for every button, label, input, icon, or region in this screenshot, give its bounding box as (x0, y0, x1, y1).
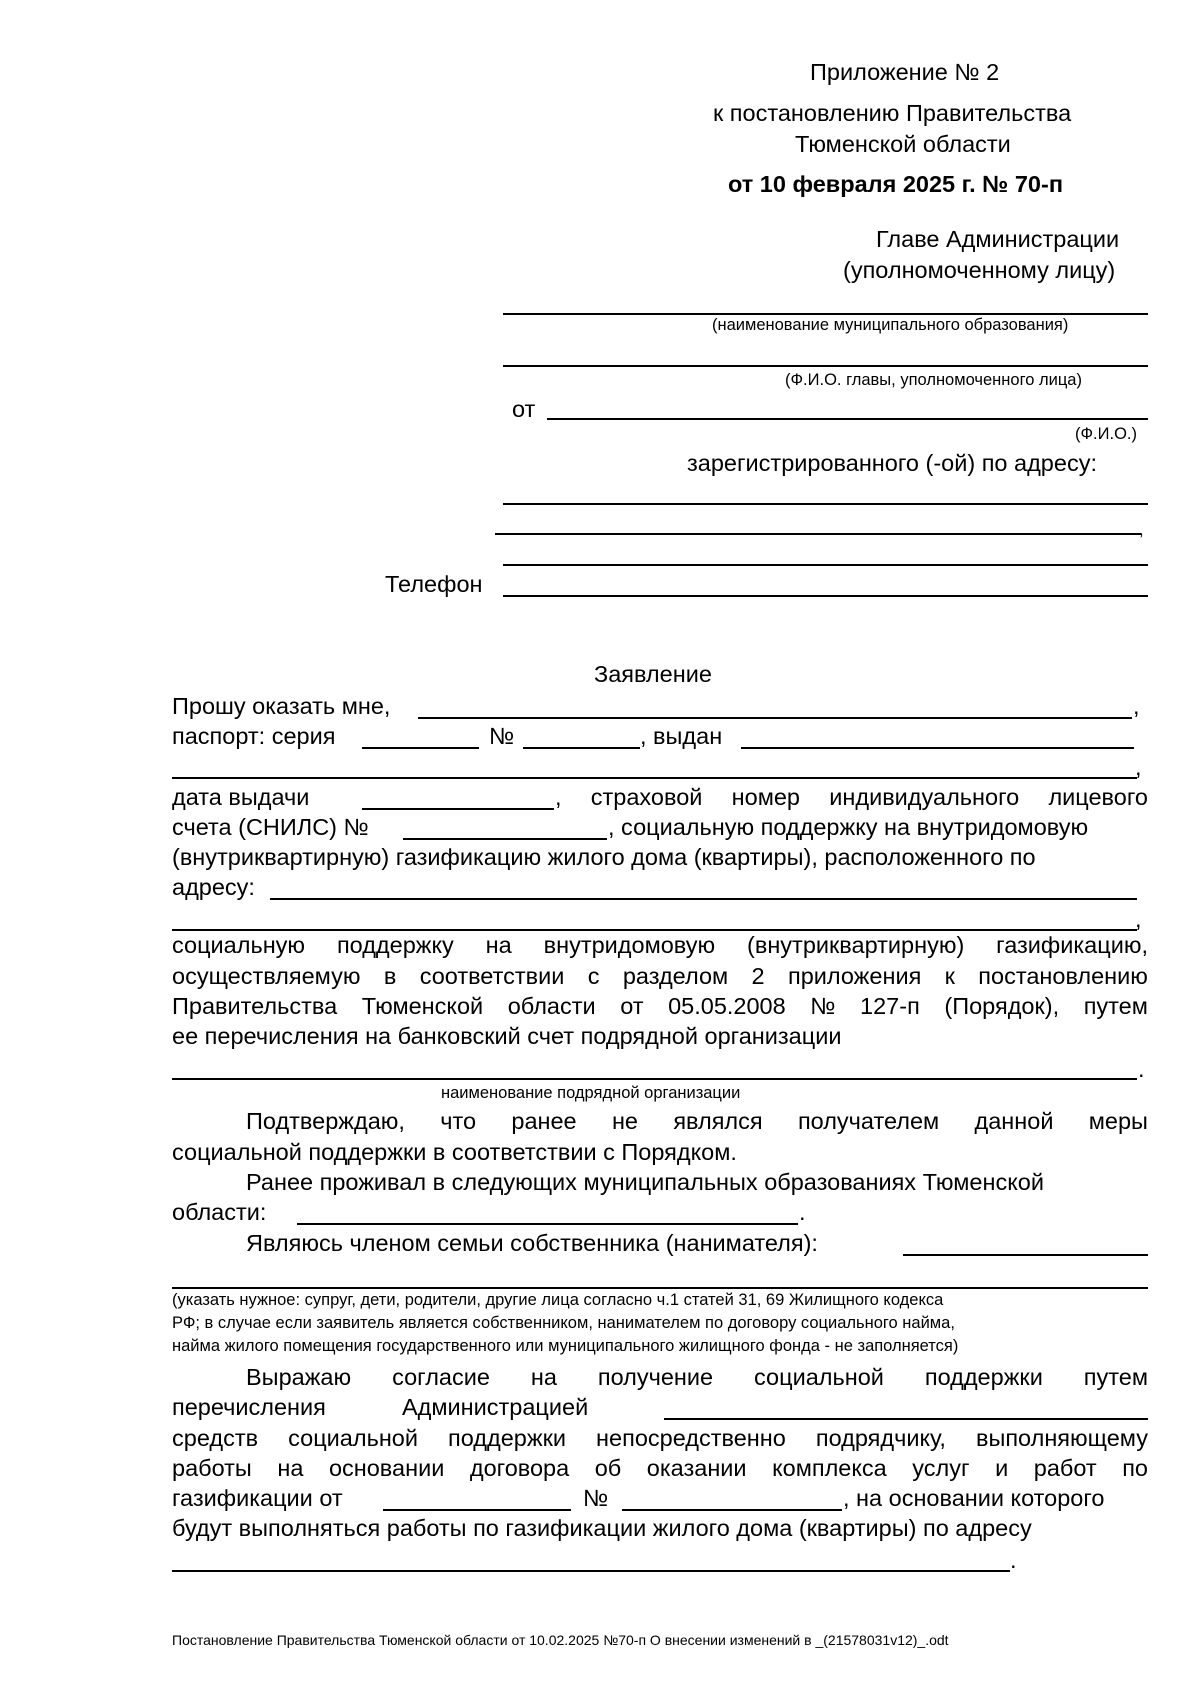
body-line-11: Правительства Тюменской области от 05.05.2008 № 127-п (Порядок), путем (172, 993, 1148, 1019)
resolution-reference: к постановлению Правительства (713, 100, 1072, 126)
passport-issued-by-field[interactable] (741, 747, 1134, 749)
body-line-6: (внутриквартирную) газификацию жилого дома (квартиры), расположенного по (172, 844, 1036, 870)
family-member-field[interactable] (903, 1254, 1148, 1256)
statement-title: Заявление (594, 661, 712, 687)
addressee-head: Главе Администрации (876, 226, 1120, 252)
confirm-line-1: Подтверждаю, что ранее не являлся получателем данной меры (246, 1108, 1148, 1134)
consent-line-1: Выражаю согласие на получение социальной поддержки путем (246, 1364, 1148, 1390)
request-intro: Прошу оказать мне, (172, 693, 391, 719)
footer-filename: Постановление Правительства Тюменской области от 10.02.2025 №70-п О внесении изменений в _(21578031v12)_.odt (172, 1632, 949, 1648)
consent-transfer-label: перечисления (172, 1394, 326, 1420)
consent-administration-label: Администрацией (402, 1394, 589, 1420)
prior-residence-label: области: (172, 1199, 267, 1225)
comma-2: , (1135, 754, 1142, 780)
passport-number-field[interactable] (523, 747, 640, 749)
passport-issued-by-line-2[interactable] (172, 777, 1137, 779)
address-label: адресу: (172, 874, 255, 900)
consent-line-4: работы на основании договора об оказании комплекса услуг и работ по (172, 1455, 1148, 1481)
period-3: . (1010, 1547, 1017, 1573)
prior-residence-field[interactable] (297, 1223, 798, 1225)
property-address-line-2[interactable] (172, 929, 1137, 931)
body-line-10: осуществляемую в соответствии с разделом 2 приложения к постановлению (172, 963, 1148, 989)
address-line-2[interactable] (495, 533, 1141, 535)
snils-field[interactable] (403, 838, 607, 840)
snils-label: счета (СНИЛС) № (172, 814, 369, 840)
addressee-authorized: (уполномоченному лицу) (843, 257, 1116, 283)
body-line-12: ее перечисления на банковский счет подрядной организации (172, 1023, 842, 1049)
municipality-hint: (наименование муниципального образования) (712, 316, 1069, 334)
phone-label: Телефон (385, 571, 483, 597)
phone-field[interactable] (503, 595, 1148, 597)
issued-by-label: , выдан (640, 723, 723, 749)
family-member-line-2[interactable] (172, 1287, 1148, 1289)
family-member-label: Являюсь членом семьи собственника (нанимателя): (246, 1230, 818, 1256)
contractor-hint: наименование подрядной организации (441, 1084, 741, 1102)
family-note-line-3: найма жилого помещения государственного или муниципального жилищного фонда - не заполняется) (172, 1337, 959, 1355)
address-line-1[interactable] (503, 503, 1148, 505)
from-label: от (512, 396, 536, 422)
consent-line-3: средств социальной поддержки непосредственно подрядчику, выполняющему (172, 1425, 1148, 1451)
head-name-field[interactable] (503, 365, 1148, 367)
contract-date-label: газификации от (172, 1485, 343, 1511)
property-address-field[interactable] (270, 898, 1137, 900)
contractor-name-field[interactable] (172, 1078, 1137, 1080)
family-note-line-1: (указать нужное: супруг, дети, родители, другие лица согласно ч.1 статей 31, 69 Жилищного кодекса (172, 1291, 944, 1309)
region-name: Тюменской области (795, 131, 1011, 157)
consent-line-6: будут выполняться работы по газификации жилого дома (квартиры) по адресу (172, 1515, 1032, 1541)
passport-series-field[interactable] (362, 747, 479, 749)
administration-name-field[interactable] (664, 1418, 1148, 1420)
issue-date-label: дата выдачи (172, 784, 310, 810)
contract-number-field[interactable] (622, 1509, 842, 1511)
works-address-field[interactable] (172, 1570, 1010, 1572)
issue-date-field[interactable] (362, 808, 554, 810)
comma-1: , (1133, 693, 1140, 719)
contract-date-field[interactable] (383, 1509, 571, 1511)
body-line-9: социальную поддержку на внутридомовую (внутриквартирную) газификацию, (172, 932, 1148, 958)
registered-address-label: зарегистрированного (-ой) по адресу: (687, 450, 1097, 476)
appendix-number: Приложение № 2 (810, 59, 1000, 85)
comma-3: , (1135, 906, 1142, 932)
snils-intro: , страховой номер индивидуального лицевого (555, 784, 1148, 810)
passport-series-label: паспорт: серия (172, 723, 336, 749)
municipality-name-field[interactable] (503, 313, 1148, 315)
fio-hint: (Ф.И.О.) (1075, 425, 1137, 443)
confirm-line-2: социальной поддержки в соответствии с Порядком. (172, 1139, 737, 1165)
address-comma: , (1139, 521, 1144, 539)
address-line-3[interactable] (503, 564, 1148, 566)
period-1: . (1138, 1056, 1145, 1082)
support-intro: , социальную поддержку на внутридомовую (608, 814, 1089, 840)
passport-number-label: № (489, 723, 515, 749)
resolution-date-number: от 10 февраля 2025 г. № 70-п (728, 171, 1064, 197)
applicant-fullname-field[interactable] (418, 717, 1132, 719)
head-name-hint: (Ф.И.О. главы, уполномоченного лица) (785, 371, 1082, 389)
contract-basis-text: , на основании которого (843, 1485, 1105, 1511)
prior-residence-line-1: Ранее проживал в следующих муниципальных образованиях Тюменской (246, 1169, 1044, 1195)
applicant-name-field[interactable] (547, 418, 1148, 420)
family-note-line-2: РФ; в случае если заявитель является собственником, нанимателем по договору социального найма, (172, 1314, 955, 1332)
contract-number-label: № (583, 1485, 609, 1511)
period-2: . (799, 1199, 806, 1225)
